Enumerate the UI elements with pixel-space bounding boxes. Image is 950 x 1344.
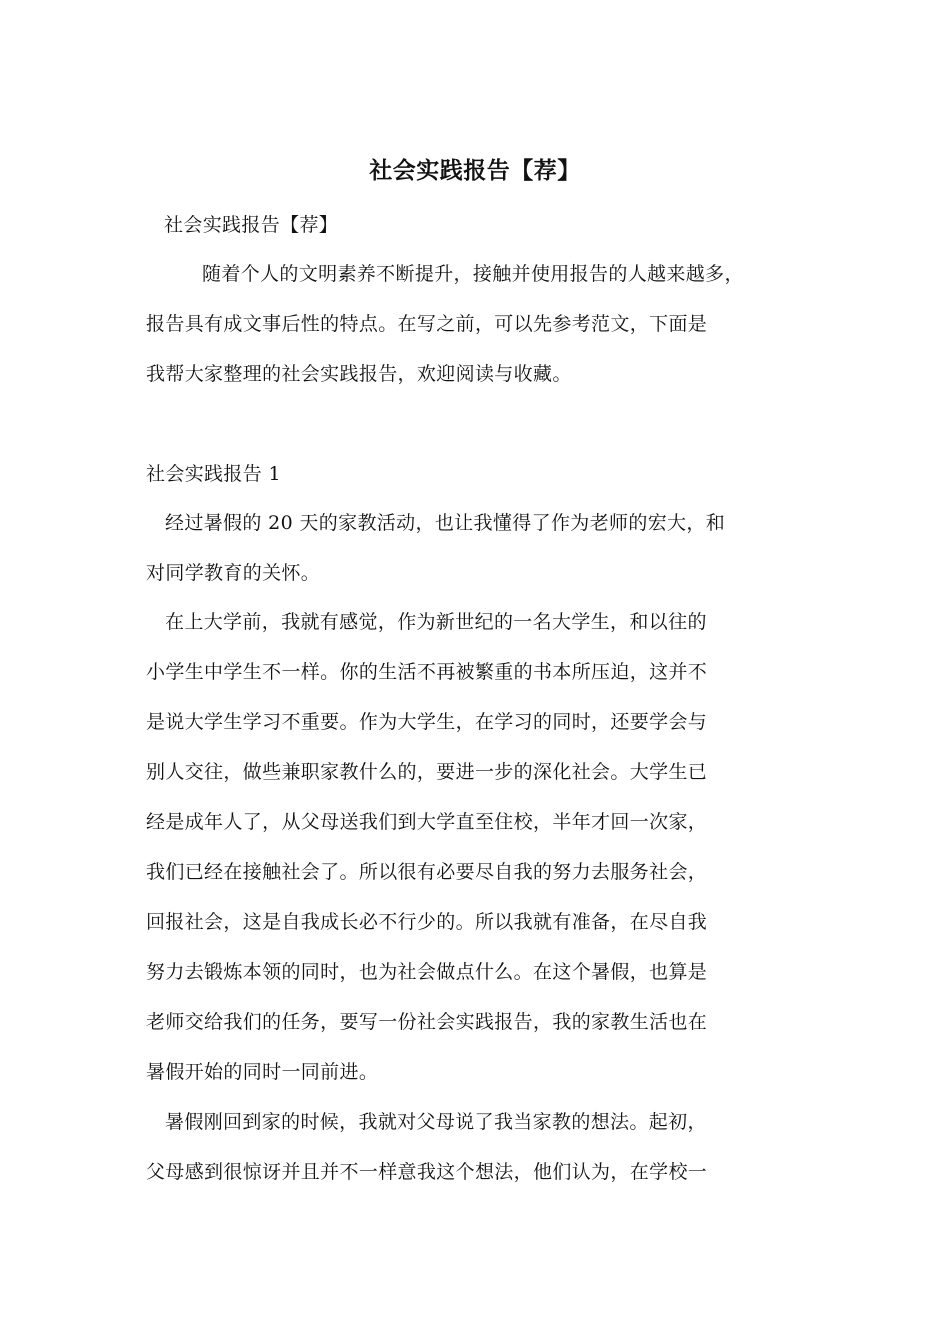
paragraph-line: 小学生中学生不一样。你的生活不再被繁重的书本所压迫，这并不 (146, 661, 708, 683)
intro-line: 随着个人的文明素养不断提升，接触并使用报告的人越来越多， (202, 263, 744, 285)
paragraph-line: 暑假刚回到家的时候，我就对父母说了我当家教的想法。起初， (165, 1111, 707, 1133)
intro-line: 报告具有成文事后性的特点。在写之前，可以先参考范文，下面是 (146, 313, 708, 335)
section-heading: 社会实践报告 1 (146, 463, 281, 485)
paragraph-line: 回报社会，这是自我成长必不行少的。所以我就有准备，在尽自我 (146, 911, 708, 933)
paragraph-line: 别人交往，做些兼职家教什么的，要进一步的深化社会。大学生已 (146, 761, 708, 783)
paragraph-line: 是说大学生学习不重要。作为大学生，在学习的同时，还要学会与 (146, 711, 708, 733)
paragraph-line: 父母感到很惊讶并且并不一样意我这个想法，他们认为，在学校一 (146, 1161, 708, 1183)
paragraph-line: 暑假开始的同时一同前进。 (146, 1061, 379, 1083)
paragraph-line: 对同学教育的关怀。 (146, 562, 321, 584)
paragraph-line: 我们已经在接触社会了。所以很有必要尽自我的努力去服务社会， (146, 861, 708, 883)
paragraph-line: 老师交给我们的任务，要写一份社会实践报告，我的家教生活也在 (146, 1011, 708, 1033)
paragraph-line: 努力去锻炼本领的同时，也为社会做点什么。在这个暑假，也算是 (146, 961, 708, 983)
intro-line: 我帮大家整理的社会实践报告，欢迎阅读与收藏。 (146, 363, 572, 385)
document-title: 社会实践报告【荐】 (369, 158, 581, 184)
document-subtitle: 社会实践报告【荐】 (164, 214, 339, 236)
paragraph-line: 在上大学前，我就有感觉，作为新世纪的一名大学生，和以往的 (165, 611, 707, 633)
paragraph-line: 经是成年人了，从父母送我们到大学直至住校，半年才回一次家， (146, 811, 708, 833)
paragraph-line: 经过暑假的 20 天的家教活动，也让我懂得了作为老师的宏大，和 (165, 512, 726, 534)
